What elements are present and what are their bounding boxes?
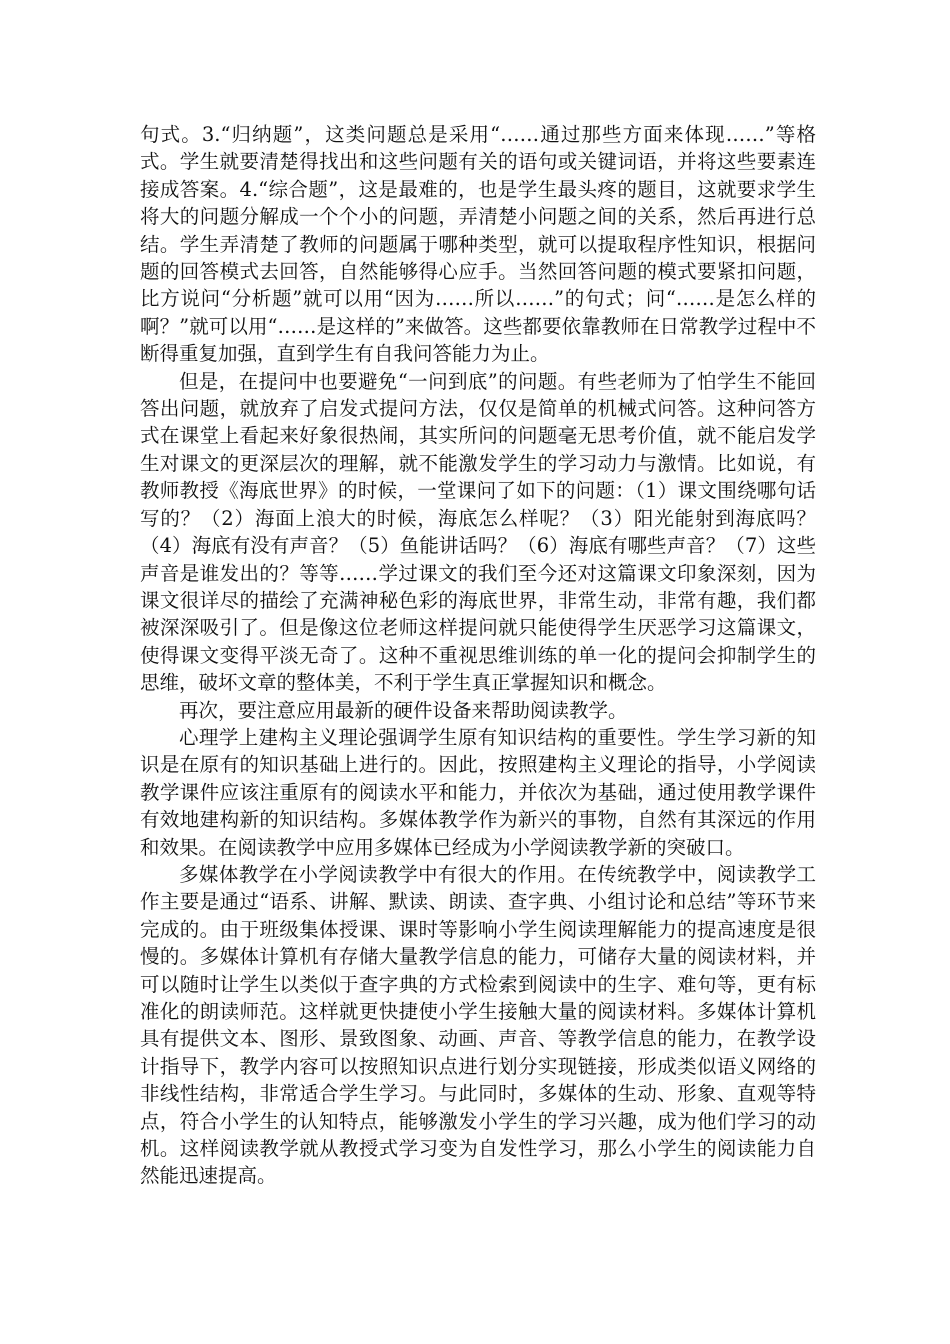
document-body bbox=[140, 121, 816, 1190]
paragraph-5: 多媒体教学在小学阅读教学中有很大的作用。在传统教学中，阅读教学工作主要是通过“语系、讲解、默读、朗读、查字典、小组讨论和总结”等环节来完成的。由于班级集体授课、课时等影响小学生阅读理解能力的提高速度是很慢的。多媒体计算机有存储大量教学信息的能力，可储存大量的阅读材料，并可以随时让学生以类似于查字典的方式检索到阅读中的生字、难句等，更有标准化的朗读师范。这样就更快捷使小学生接触大量的阅读材料。多媒体计算机具有提供文本、图形、景致图象、动画、声音、等教学信息的能力，在教学设计指导下，教学内容可以按照知识点进行划分实现链接，形成类似语义网络的非线性结构，非常适合学生学习。与此同时，多媒体的生动、形象、直观等特点，符合小学生的认知特点，能够激发小学生的学习兴趣，成为他们学习的动机。这样阅读教学就从教授式学习变为自发性学习，那么小学生的阅读能力自然能迅速提高。 bbox=[140, 862, 816, 1188]
paragraph-3: 再次，要注意应用最新的硬件设备来帮助阅读教学。 bbox=[179, 698, 628, 722]
paragraph-4: 心理学上建构主义理论强调学生原有知识结构的重要性。学生学习新的知识是在原有的知识基础上进行的。因此，按照建构主义理论的指导，小学阅读教学课件应该注重原有的阅读水平和能力，并依次为基础，通过使用教学课件有效地建构新的知识结构。多媒体教学作为新兴的事物，自然有其深远的作用和效果。在阅读教学中应用多媒体已经成为小学阅读教学新的突破口。 bbox=[140, 725, 816, 859]
paragraph-1: 句式。3.“归纳题”，这类问题总是采用“……通过那些方面来体现……”等格式。学生就要清楚得找出和这些问题有关的语句或关键词语，并将这些要素连接成答案。4.“综合题”，这是最难的，也是学生最头疼的题目，这就要求学生将大的问题分解成一个个小的问题，弄清楚小问题之间的关系，然后再进行总结。学生弄清楚了教师的问题属于哪种类型，就可以提取程序性知识，根据问题的回答模式去回答，自然能够得心应手。当然回答问题的模式要紧扣问题，比方说问“分析题”就可以用“因为……所以……”的句式；问“……是怎么样的啊？”就可以用“……是这样的”来做答。这些都要依靠教师在日常教学过程中不断得重复加强，直到学生有自我问答能力为止。 bbox=[140, 123, 816, 366]
paragraph-2: 但是，在提问中也要避免“一问到底”的问题。有些老师为了怕学生不能回答出问题，就放弃了启发式提问方法，仅仅是简单的机械式问答。这种问答方式在课堂上看起来好象很热闹，其实所问的问题毫无思考价值，就不能启发学生对课文的更深层次的理解，就不能激发学生的学习动力与激情。比如说，有教师教授《海底世界》的时候，一堂课问了如下的问题：（1）课文围绕哪句话写的？（2）海面上浪大的时候，海底怎么样呢？（3）阳光能射到海底吗？（4）海底有没有声音？（5）鱼能讲话吗？（6）海底有哪些声音？（7）这些声音是谁发出的？等等……学过课文的我们至今还对这篇课文印象深刻，因为课文很详尽的描绘了充满神秘色彩的海底世界，非常生动，非常有趣，我们都被深深吸引了。但是像这位老师这样提问就只能使得学生厌恶学习这篇课文，使得课文变得平淡无奇了。这种不重视思维训练的单一化的提问会抑制学生的思维，破坏文章的整体美，不利于学生真正掌握知识和概念。 bbox=[140, 369, 816, 695]
